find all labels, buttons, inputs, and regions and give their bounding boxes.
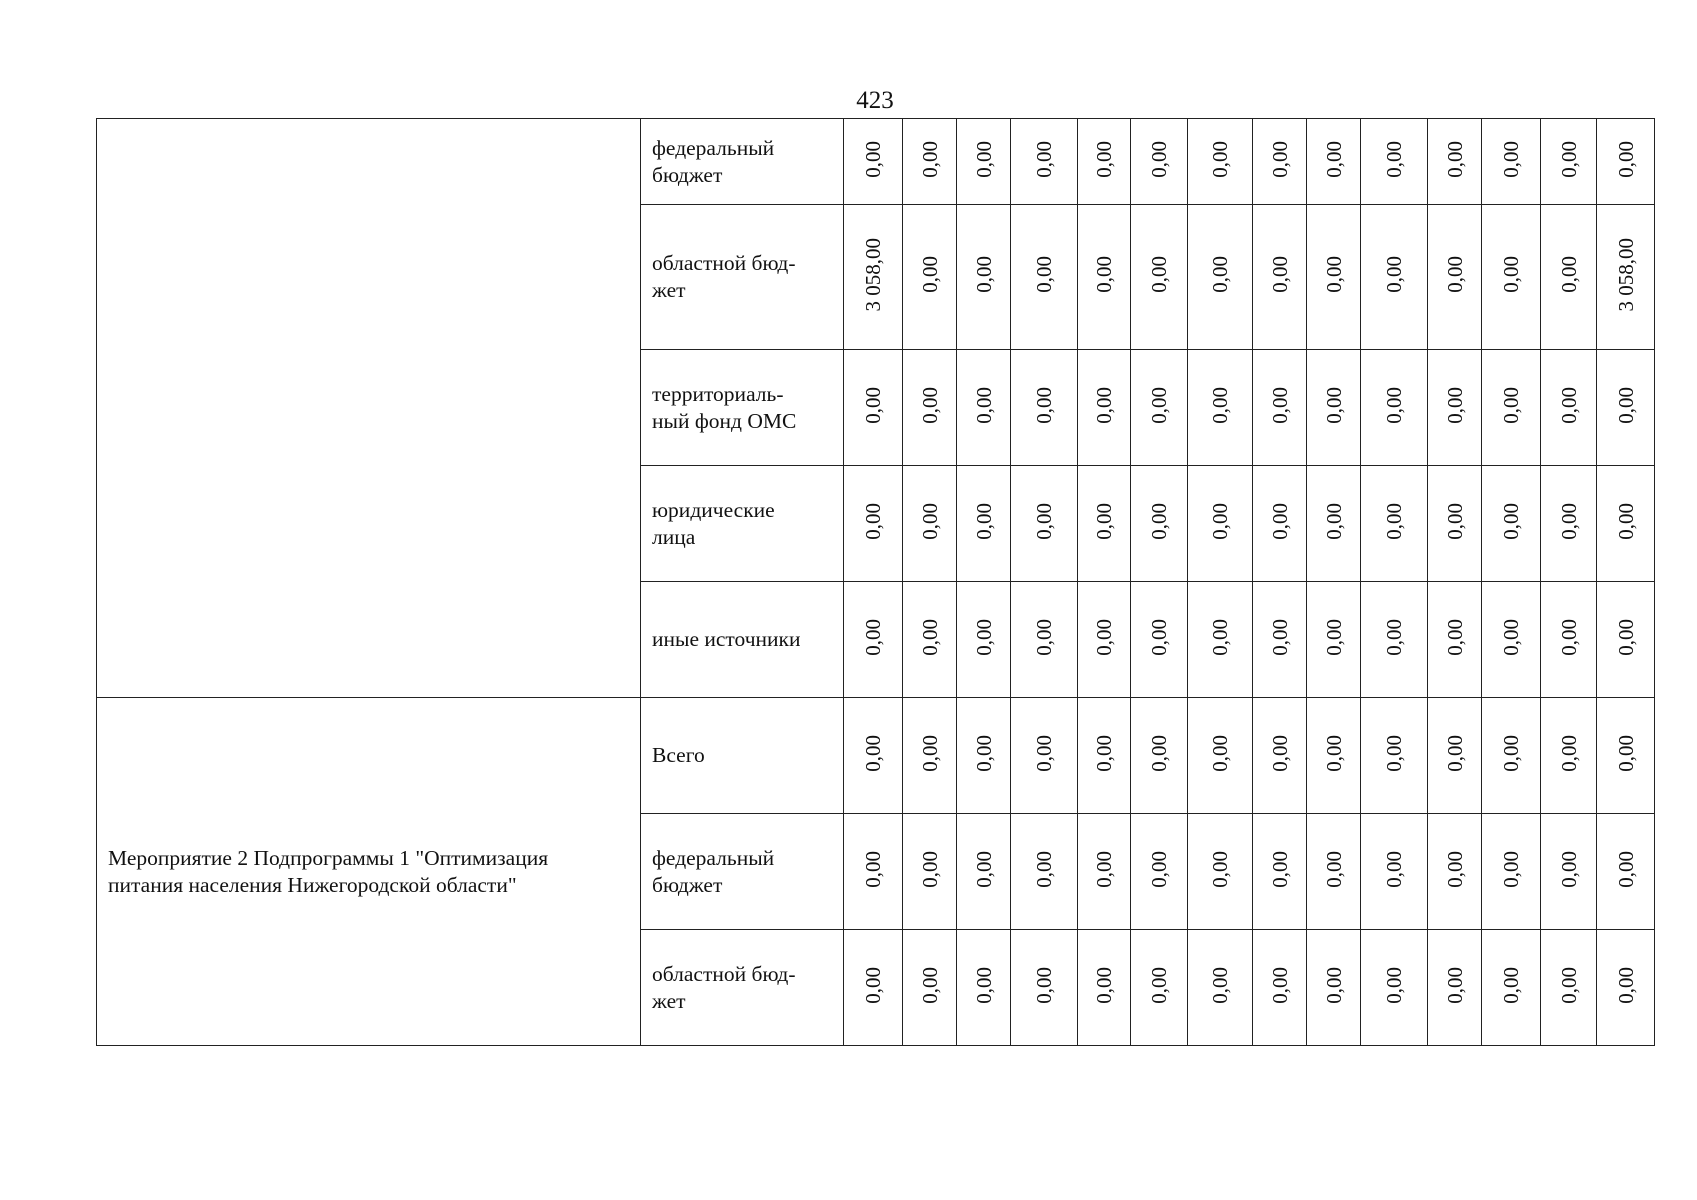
value-text: 0,00 [1442, 256, 1467, 293]
value-cell [1011, 814, 1078, 930]
value-cell [1482, 582, 1541, 698]
value-cell [1307, 350, 1361, 466]
value-text: 0,00 [861, 734, 885, 772]
value-cell [1253, 119, 1307, 205]
value-text: 0,00 [1499, 966, 1523, 1004]
value-text: 0,00 [1442, 850, 1467, 888]
value-text: 0,00 [1442, 734, 1467, 772]
value-cell [1078, 814, 1131, 930]
value-cell [957, 205, 1011, 350]
value-cell [1482, 119, 1541, 205]
value-cell [1131, 350, 1188, 466]
value-cell [1541, 205, 1597, 350]
value-cell [1253, 814, 1307, 930]
value-cell [903, 930, 957, 1046]
value-cell [1361, 930, 1428, 1046]
value-text: 0,00 [971, 966, 996, 1004]
value-text: 0,00 [1442, 140, 1467, 178]
value-text: 3 058,00 [861, 237, 885, 312]
value-text: 0,00 [1147, 256, 1171, 293]
value-text: 0,00 [917, 386, 942, 424]
value-text: 0,00 [1499, 256, 1523, 293]
value-text: 0,00 [1382, 734, 1406, 772]
value-cell [1131, 582, 1188, 698]
value-cell [1482, 350, 1541, 466]
activity-name-cell [97, 119, 641, 698]
value-cell [1078, 119, 1131, 205]
value-text: 0,00 [917, 734, 942, 772]
value-text: 0,00 [1267, 386, 1292, 424]
value-cell [1011, 930, 1078, 1046]
value-cell [1541, 698, 1597, 814]
value-cell [1307, 814, 1361, 930]
value-text: 0,00 [1382, 618, 1406, 656]
value-text: 0,00 [861, 850, 885, 888]
value-text: 0,00 [971, 618, 996, 656]
value-cell [1188, 814, 1253, 930]
value-cell [1361, 119, 1428, 205]
value-cell [1078, 582, 1131, 698]
value-text: 0,00 [1321, 502, 1346, 540]
value-cell [1307, 930, 1361, 1046]
value-text: 0,00 [1147, 618, 1171, 656]
value-text: 0,00 [1556, 140, 1581, 178]
value-text: 0,00 [861, 502, 885, 540]
value-cell [1597, 814, 1655, 930]
value-cell [1428, 205, 1482, 350]
value-cell [1078, 698, 1131, 814]
value-cell [1131, 698, 1188, 814]
value-cell [957, 119, 1011, 205]
value-cell [1428, 466, 1482, 582]
value-cell [1131, 466, 1188, 582]
value-cell [1011, 466, 1078, 582]
funding-source-cell: областной бюд- жет [641, 205, 844, 350]
value-cell [1597, 119, 1655, 205]
value-cell [844, 350, 903, 466]
value-cell [957, 698, 1011, 814]
value-text: 0,00 [1032, 618, 1056, 656]
value-text: 0,00 [1267, 256, 1292, 293]
value-text: 0,00 [1556, 502, 1581, 540]
value-cell [1188, 350, 1253, 466]
value-cell [844, 930, 903, 1046]
value-cell [1307, 582, 1361, 698]
value-text: 0,00 [1032, 850, 1056, 888]
value-text: 0,00 [1382, 256, 1406, 293]
value-cell [1482, 930, 1541, 1046]
value-text: 0,00 [1092, 850, 1116, 888]
value-text: 0,00 [1442, 966, 1467, 1004]
value-text: 0,00 [1613, 966, 1638, 1004]
value-cell [1361, 698, 1428, 814]
value-cell [1541, 466, 1597, 582]
value-text: 0,00 [971, 734, 996, 772]
value-cell [1011, 698, 1078, 814]
value-cell [1597, 350, 1655, 466]
value-cell [1131, 930, 1188, 1046]
value-text: 0,00 [1208, 502, 1232, 540]
value-text: 0,00 [917, 618, 942, 656]
value-cell [844, 698, 903, 814]
value-text: 0,00 [1092, 256, 1116, 293]
value-cell [1188, 582, 1253, 698]
value-cell [844, 814, 903, 930]
value-text: 0,00 [1092, 966, 1116, 1004]
value-cell [1541, 930, 1597, 1046]
value-cell [1188, 119, 1253, 205]
value-text: 0,00 [1613, 850, 1638, 888]
value-cell [1131, 205, 1188, 350]
value-cell [1307, 698, 1361, 814]
value-cell [1131, 814, 1188, 930]
value-text: 0,00 [917, 256, 942, 293]
value-cell [1541, 119, 1597, 205]
value-cell [1428, 350, 1482, 466]
value-cell [1078, 466, 1131, 582]
value-cell [844, 582, 903, 698]
value-cell [1253, 698, 1307, 814]
value-text: 0,00 [1092, 386, 1116, 424]
value-text: 0,00 [971, 850, 996, 888]
activity-name-cell: Мероприятие 2 Подпрограммы 1 "Оптимизация питания населения Нижегородской области" [97, 698, 641, 1046]
value-text: 0,00 [917, 140, 942, 178]
funding-source-cell: территориаль- ный фонд ОМС [641, 350, 844, 466]
value-cell [1597, 930, 1655, 1046]
value-text: 0,00 [1321, 140, 1346, 178]
value-text: 0,00 [1147, 966, 1171, 1004]
value-cell [957, 814, 1011, 930]
value-text: 0,00 [1556, 386, 1581, 424]
value-cell [844, 205, 903, 350]
table-row [97, 119, 1655, 205]
value-text: 0,00 [1321, 734, 1346, 772]
value-text: 0,00 [917, 850, 942, 888]
value-cell [1597, 466, 1655, 582]
value-text: 0,00 [1208, 256, 1232, 293]
value-text: 0,00 [1556, 618, 1581, 656]
funding-source-cell: федеральный бюджет [641, 119, 844, 205]
value-cell [1188, 205, 1253, 350]
value-text: 0,00 [1147, 850, 1171, 888]
value-text: 0,00 [1556, 734, 1581, 772]
value-cell [903, 698, 957, 814]
value-text: 0,00 [1613, 140, 1638, 178]
value-cell [1011, 119, 1078, 205]
value-text: 0,00 [1613, 618, 1638, 656]
table-row [97, 698, 1655, 814]
value-text: 0,00 [1613, 386, 1638, 424]
value-cell [1011, 205, 1078, 350]
value-cell [1482, 205, 1541, 350]
value-text: 0,00 [1032, 256, 1056, 293]
funding-source-cell: федеральный бюджет [641, 814, 844, 930]
value-text: 0,00 [1382, 140, 1406, 178]
value-cell [1482, 466, 1541, 582]
value-text: 0,00 [1382, 966, 1406, 1004]
page-number: 423 [856, 87, 894, 114]
value-text: 0,00 [1147, 386, 1171, 424]
value-cell [957, 582, 1011, 698]
value-cell [1361, 466, 1428, 582]
budget-table [96, 118, 1655, 1046]
value-cell [957, 350, 1011, 466]
value-text: 0,00 [1321, 386, 1346, 424]
value-text: 0,00 [1613, 734, 1638, 772]
value-text: 0,00 [1032, 502, 1056, 540]
value-text: 0,00 [1147, 734, 1171, 772]
value-cell [903, 466, 957, 582]
value-cell [1361, 814, 1428, 930]
value-cell [1011, 582, 1078, 698]
value-text: 0,00 [1208, 140, 1232, 178]
funding-source-cell: Всего [641, 698, 844, 814]
value-cell [1428, 119, 1482, 205]
value-cell [1428, 698, 1482, 814]
value-cell [1188, 930, 1253, 1046]
value-text: 0,00 [861, 966, 885, 1004]
value-text: 0,00 [1092, 734, 1116, 772]
value-cell [1188, 466, 1253, 582]
value-text: 0,00 [971, 140, 996, 178]
value-text: 0,00 [1032, 966, 1056, 1004]
funding-source-cell: юридические лица [641, 466, 844, 582]
value-cell [1188, 698, 1253, 814]
value-text: 0,00 [1267, 734, 1292, 772]
value-cell [903, 814, 957, 930]
value-text: 0,00 [1208, 734, 1232, 772]
value-text: 0,00 [861, 618, 885, 656]
value-text: 0,00 [971, 386, 996, 424]
value-cell [957, 930, 1011, 1046]
value-text: 0,00 [1147, 502, 1171, 540]
value-text: 0,00 [1499, 386, 1523, 424]
value-text: 0,00 [1499, 618, 1523, 656]
funding-source-cell: областной бюд- жет [641, 930, 844, 1046]
value-text: 0,00 [1556, 966, 1581, 1004]
value-cell [903, 582, 957, 698]
value-text: 0,00 [1321, 966, 1346, 1004]
value-cell [1482, 814, 1541, 930]
value-cell [1361, 350, 1428, 466]
value-text: 0,00 [1092, 618, 1116, 656]
value-text: 0,00 [917, 502, 942, 540]
value-text: 0,00 [1382, 850, 1406, 888]
value-text: 0,00 [1556, 850, 1581, 888]
value-text: 0,00 [1321, 618, 1346, 656]
value-text: 0,00 [1499, 502, 1523, 540]
value-text: 0,00 [1613, 502, 1638, 540]
value-cell [1597, 205, 1655, 350]
value-text: 0,00 [1032, 734, 1056, 772]
value-cell [1597, 582, 1655, 698]
value-cell [1253, 582, 1307, 698]
value-text: 0,00 [1499, 734, 1523, 772]
value-cell [1428, 814, 1482, 930]
value-text: 0,00 [917, 966, 942, 1004]
value-text: 0,00 [1208, 618, 1232, 656]
value-cell [1541, 814, 1597, 930]
value-cell [1428, 930, 1482, 1046]
value-text: 0,00 [861, 386, 885, 424]
value-text: 0,00 [1321, 850, 1346, 888]
value-text: 0,00 [1556, 256, 1581, 293]
value-text: 0,00 [1092, 502, 1116, 540]
value-text: 0,00 [1321, 256, 1346, 293]
value-cell [1428, 582, 1482, 698]
value-cell [1078, 930, 1131, 1046]
value-cell [1482, 698, 1541, 814]
value-cell [1307, 466, 1361, 582]
value-text: 0,00 [1267, 618, 1292, 656]
value-text: 0,00 [1267, 850, 1292, 888]
value-cell [1078, 205, 1131, 350]
value-cell [1361, 205, 1428, 350]
value-text: 0,00 [1032, 386, 1056, 424]
value-text: 0,00 [971, 256, 996, 293]
value-text: 0,00 [1267, 502, 1292, 540]
value-cell [844, 119, 903, 205]
value-cell [903, 119, 957, 205]
value-text: 0,00 [1442, 618, 1467, 656]
value-text: 0,00 [1442, 386, 1467, 424]
value-cell [957, 466, 1011, 582]
value-text: 0,00 [1208, 386, 1232, 424]
value-cell [1253, 350, 1307, 466]
value-cell [1253, 205, 1307, 350]
value-text: 0,00 [1208, 850, 1232, 888]
value-text: 0,00 [1208, 966, 1232, 1004]
value-cell [1361, 582, 1428, 698]
value-text: 0,00 [1382, 502, 1406, 540]
value-cell [1307, 119, 1361, 205]
value-text: 0,00 [1499, 850, 1523, 888]
funding-source-cell: иные источники [641, 582, 844, 698]
value-cell [903, 205, 957, 350]
value-cell [1597, 698, 1655, 814]
value-text: 0,00 [861, 140, 885, 178]
value-cell [1253, 466, 1307, 582]
value-cell [1078, 350, 1131, 466]
value-cell [1307, 205, 1361, 350]
value-cell [1131, 119, 1188, 205]
value-cell [903, 350, 957, 466]
value-text: 0,00 [1442, 502, 1467, 540]
value-text: 0,00 [1382, 386, 1406, 424]
value-text: 0,00 [1267, 966, 1292, 1004]
value-text: 0,00 [1032, 140, 1056, 178]
value-cell [1011, 350, 1078, 466]
value-text: 0,00 [971, 502, 996, 540]
value-cell [1253, 930, 1307, 1046]
value-text: 0,00 [1092, 140, 1116, 178]
value-cell [844, 466, 903, 582]
value-text: 0,00 [1499, 140, 1523, 178]
value-text: 0,00 [1267, 140, 1292, 178]
value-cell [1541, 350, 1597, 466]
value-text: 0,00 [1147, 140, 1171, 178]
value-cell [1541, 582, 1597, 698]
value-text: 3 058,00 [1613, 237, 1638, 312]
